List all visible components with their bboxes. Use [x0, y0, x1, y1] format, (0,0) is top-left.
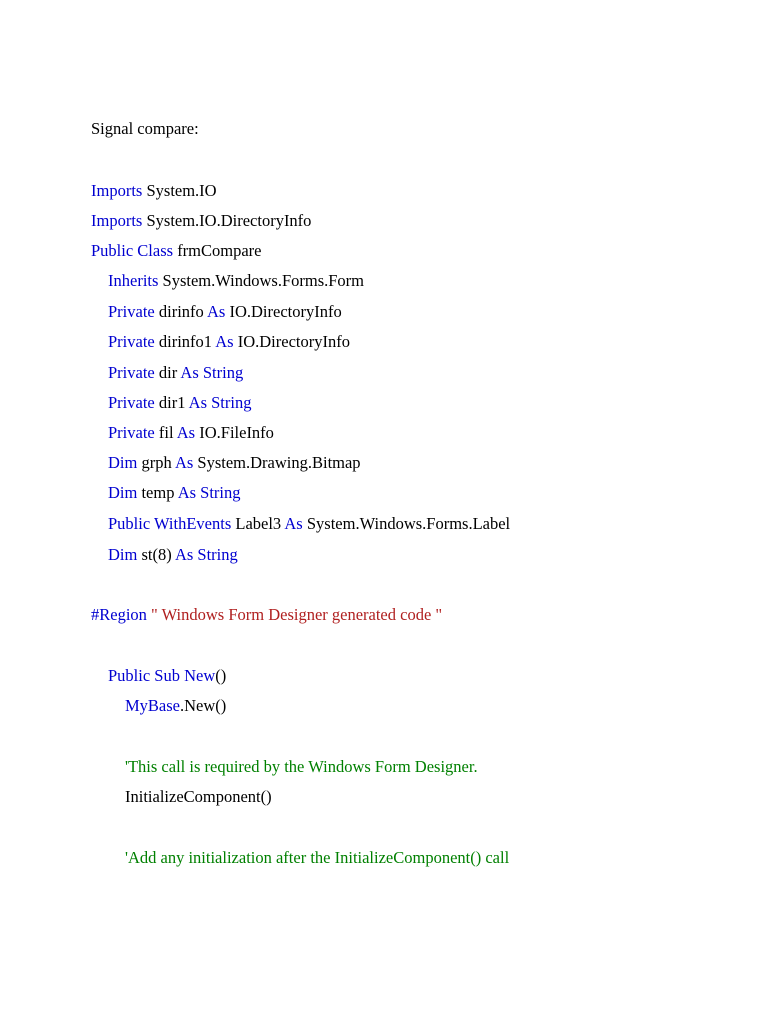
code-line [108, 391, 251, 415]
code-text: System.IO.DirectoryInfo [142, 211, 312, 230]
code-keyword: Dim [108, 483, 138, 502]
code-text: System.IO [142, 181, 217, 200]
code-text: () [215, 666, 227, 685]
code-keyword: As [176, 423, 196, 442]
code-comment: 'This call is required by the Windows Form Designer. [125, 757, 478, 776]
code-text: grph [137, 453, 175, 472]
code-line [108, 481, 241, 505]
code-line [125, 846, 509, 870]
code-line [108, 512, 510, 536]
code-line [108, 543, 238, 567]
code-text: dirinfo1 [154, 332, 216, 351]
code-text: fil [154, 423, 177, 442]
code-text: dir1 [154, 393, 189, 412]
code-line [108, 300, 342, 324]
code-line [108, 269, 364, 293]
code-text: st(8) [137, 545, 175, 564]
code-line [125, 785, 272, 809]
code-keyword: As [284, 514, 303, 533]
code-text: .New() [180, 696, 227, 715]
code-text: IO.DirectoryInfo [233, 332, 350, 351]
code-text: frmCompare [173, 241, 262, 260]
code-keyword: Private [108, 363, 155, 382]
code-line [108, 451, 361, 475]
code-keyword: As String [177, 483, 241, 502]
code-keyword: Dim [108, 453, 138, 472]
code-text: dir [154, 363, 181, 382]
code-keyword: As [174, 453, 194, 472]
code-keyword: As [207, 302, 226, 321]
code-text: System.Drawing.Bitmap [193, 453, 361, 472]
code-text: System.Windows.Forms.Label [302, 514, 511, 533]
code-keyword: Public WithEvents [108, 514, 232, 533]
code-keyword: Private [108, 393, 155, 412]
code-text: IO.FileInfo [195, 423, 274, 442]
code-keyword: Public Class [91, 241, 174, 260]
code-keyword: Inherits [108, 271, 159, 290]
code-line [91, 603, 442, 627]
code-line [108, 361, 243, 385]
code-line [125, 694, 226, 718]
code-text: Label3 [231, 514, 285, 533]
code-keyword: As String [174, 545, 238, 564]
code-keyword: Imports [91, 181, 143, 200]
code-line [91, 179, 217, 203]
code-region-string: " Windows Form Designer generated code " [146, 605, 443, 624]
code-text: IO.DirectoryInfo [225, 302, 342, 321]
document-heading: Signal compare: [91, 119, 199, 138]
code-keyword: Dim [108, 545, 138, 564]
code-text: dirinfo [154, 302, 207, 321]
code-line [91, 209, 311, 233]
code-keyword: MyBase [125, 696, 180, 715]
code-keyword: Private [108, 423, 155, 442]
code-line [108, 330, 350, 354]
code-line [108, 421, 274, 445]
code-keyword: Private [108, 302, 155, 321]
code-line [108, 664, 226, 688]
code-text: InitializeComponent() [125, 787, 272, 806]
code-keyword: Imports [91, 211, 143, 230]
code-keyword: As String [180, 363, 244, 382]
code-keyword: #Region [91, 605, 147, 624]
code-line [125, 755, 478, 779]
code-keyword: As String [188, 393, 252, 412]
code-line [91, 239, 262, 263]
code-keyword: Private [108, 332, 155, 351]
code-text: System.Windows.Forms.Form [158, 271, 365, 290]
code-keyword: Public Sub New [108, 666, 216, 685]
code-text: temp [137, 483, 178, 502]
code-keyword: As [215, 332, 234, 351]
code-comment: 'Add any initialization after the InitializeComponent() call [125, 848, 510, 867]
